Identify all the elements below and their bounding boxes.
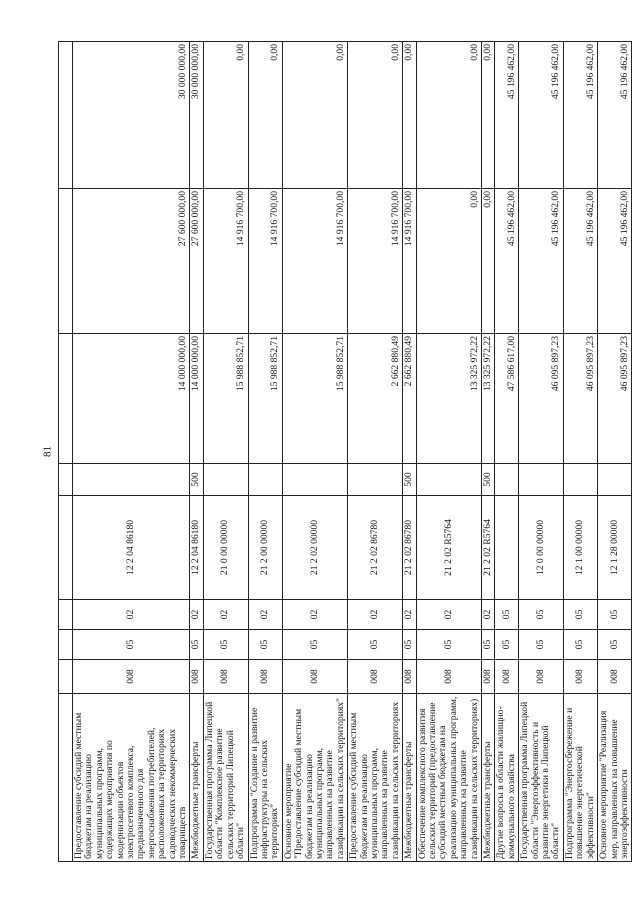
cell-rz: 05 <box>598 630 632 660</box>
cell-year1: 46 095 897,23 <box>563 334 597 464</box>
cell-year2: 27 600 000,00 <box>73 189 190 334</box>
cell-year2: 14 916 700,00 <box>203 189 248 334</box>
cell-pr: 02 <box>190 600 203 630</box>
cell-vr <box>495 464 519 496</box>
cell-year3: 0,00 <box>403 42 416 189</box>
cell-pr: 02 <box>73 600 190 630</box>
cell-year1: 2 662 880,49 <box>348 334 403 464</box>
cell-year2 <box>59 189 73 334</box>
cell-year1: 15 988 852,71 <box>282 334 347 464</box>
budget-table <box>58 41 632 862</box>
cell-year3 <box>59 42 73 189</box>
cell-year2: 14 916 700,00 <box>348 189 403 334</box>
table-row <box>519 42 564 862</box>
cell-year2: 45 196 462,00 <box>563 189 597 334</box>
table-row <box>348 42 403 862</box>
cell-vr <box>416 464 481 496</box>
cell-pr: 02 <box>248 600 282 630</box>
table-row <box>482 42 495 862</box>
cell-ved: 008 <box>403 660 416 694</box>
cell-pr: 02 <box>403 600 416 630</box>
cell-csr: 21 2 02 R5764 <box>416 496 481 600</box>
cell-year3: 45 196 462,00 <box>495 42 519 189</box>
cell-vr <box>282 464 347 496</box>
table-row <box>282 42 347 862</box>
cell-csr <box>495 496 519 600</box>
cell-name: Предоставление субсидий местным бюджетам на реализацию муниципальных программ, содержащих мероприятия по модернизации объектов электросетевого комплекса, предназначенного для энергоснабжения потребителей, расположенных на территориях садоводческих некоммерческих товариществ <box>73 694 190 862</box>
cell-ved: 008 <box>495 660 519 694</box>
cell-ved: 008 <box>598 660 632 694</box>
cell-rz: 05 <box>73 630 190 660</box>
cell-ved: 008 <box>563 660 597 694</box>
cell-rz: 05 <box>519 630 564 660</box>
cell-csr <box>59 496 73 600</box>
cell-csr: 21 2 02 R5764 <box>482 496 495 600</box>
table-row <box>563 42 597 862</box>
cell-year2: 0,00 <box>482 189 495 334</box>
cell-vr <box>73 464 190 496</box>
cell-year3: 0,00 <box>282 42 347 189</box>
budget-table-body <box>59 42 632 862</box>
cell-csr: 21 2 00 00000 <box>248 496 282 600</box>
cell-year2: 45 196 462,00 <box>598 189 632 334</box>
cell-csr: 12 2 04 86180 <box>190 496 203 600</box>
cell-rz: 05 <box>348 630 403 660</box>
cell-pr: 02 <box>482 600 495 630</box>
table-row <box>598 42 632 862</box>
cell-year3: 45 196 462,00 <box>563 42 597 189</box>
cell-year2: 14 916 700,00 <box>248 189 282 334</box>
cell-name: Основное мероприятие "Реализация мер, направленных на повышение энергоэффективности <box>598 694 632 862</box>
cell-csr: 12 0 00 00000 <box>519 496 564 600</box>
cell-pr: 02 <box>348 600 403 630</box>
cell-csr: 12 2 04 86180 <box>73 496 190 600</box>
cell-csr: 21 2 02 86780 <box>403 496 416 600</box>
cell-vr <box>248 464 282 496</box>
cell-ved: 008 <box>519 660 564 694</box>
cell-pr <box>59 600 73 630</box>
cell-csr: 12 1 00 00000 <box>563 496 597 600</box>
cell-year2: 14 916 700,00 <box>403 189 416 334</box>
cell-year2: 0,00 <box>416 189 481 334</box>
table-row <box>73 42 190 862</box>
cell-vr: 500 <box>190 464 203 496</box>
cell-name: Основное мероприятие "Предоставление субсидий местным бюджетам на реализацию муниципальных программ, направленных на развитие газификации на сельских территориях" <box>282 694 347 862</box>
cell-year1: 47 586 617,00 <box>495 334 519 464</box>
cell-rz: 05 <box>563 630 597 660</box>
cell-year1: 15 988 852,71 <box>203 334 248 464</box>
cell-year2: 14 916 700,00 <box>282 189 347 334</box>
cell-pr: 02 <box>416 600 481 630</box>
cell-pr: 05 <box>563 600 597 630</box>
table-row <box>59 42 73 862</box>
cell-rz: 05 <box>282 630 347 660</box>
cell-year3: 0,00 <box>482 42 495 189</box>
cell-year3: 0,00 <box>248 42 282 189</box>
cell-ved: 008 <box>190 660 203 694</box>
cell-name: Межбюджетные трансферты <box>190 694 203 862</box>
cell-pr: 02 <box>282 600 347 630</box>
cell-rz: 05 <box>495 630 519 660</box>
cell-csr: 21 2 02 00000 <box>282 496 347 600</box>
table-row <box>190 42 203 862</box>
cell-year1: 13 325 972,22 <box>416 334 481 464</box>
cell-year3: 30 000 000,00 <box>73 42 190 189</box>
cell-pr: 02 <box>203 600 248 630</box>
cell-ved: 008 <box>248 660 282 694</box>
cell-vr: 500 <box>482 464 495 496</box>
cell-vr <box>203 464 248 496</box>
table-row <box>416 42 481 862</box>
cell-year3: 0,00 <box>416 42 481 189</box>
cell-vr: 500 <box>403 464 416 496</box>
cell-vr <box>598 464 632 496</box>
cell-year1: 14 000 000,00 <box>190 334 203 464</box>
rotated-page-area <box>58 42 630 862</box>
cell-vr <box>563 464 597 496</box>
cell-rz <box>59 630 73 660</box>
table-row <box>403 42 416 862</box>
cell-name: Подпрограмма "Создание и развитие инфраструктуры на сельских территориях" <box>248 694 282 862</box>
cell-rz: 05 <box>190 630 203 660</box>
cell-vr <box>519 464 564 496</box>
cell-year3: 45 196 462,00 <box>598 42 632 189</box>
cell-year3: 0,00 <box>348 42 403 189</box>
cell-pr: 05 <box>598 600 632 630</box>
cell-rz: 05 <box>248 630 282 660</box>
cell-name: Подпрограмма "Энергосбережение и повышение энергетической эффективности" <box>563 694 597 862</box>
cell-ved: 008 <box>282 660 347 694</box>
cell-vr <box>348 464 403 496</box>
cell-csr: 12 1 28 00000 <box>598 496 632 600</box>
table-row <box>495 42 519 862</box>
cell-year1 <box>59 334 73 464</box>
cell-name <box>59 694 73 862</box>
table-row <box>203 42 248 862</box>
rotated-table-container <box>58 42 630 862</box>
cell-name: Другие вопросы в области жилищно-коммунального хозяйства <box>495 694 519 862</box>
cell-rz: 05 <box>203 630 248 660</box>
cell-rz: 05 <box>416 630 481 660</box>
cell-name: Обеспечение комплексного развития сельских территорий (предоставление субсидий местным бюджетам на реализацию муниципальных программ, направленных на развитие газификации на сельских территориях) <box>416 694 481 862</box>
cell-year2: 45 196 462,00 <box>495 189 519 334</box>
cell-ved: 008 <box>73 660 190 694</box>
cell-pr: 05 <box>495 600 519 630</box>
cell-year1: 14 000 000,00 <box>73 334 190 464</box>
cell-pr: 05 <box>519 600 564 630</box>
cell-year1: 46 095 897,23 <box>519 334 564 464</box>
cell-year1: 2 662 880,49 <box>403 334 416 464</box>
cell-vr <box>59 464 73 496</box>
cell-name: Межбюджетные трансферты <box>403 694 416 862</box>
cell-rz: 05 <box>482 630 495 660</box>
cell-ved: 008 <box>348 660 403 694</box>
cell-year3: 30 000 000,00 <box>190 42 203 189</box>
cell-year1: 15 988 852,71 <box>248 334 282 464</box>
cell-year3: 0,00 <box>203 42 248 189</box>
cell-ved: 008 <box>203 660 248 694</box>
cell-ved <box>59 660 73 694</box>
cell-name: Межбюджетные трансферты <box>482 694 495 862</box>
cell-year2: 45 196 462,00 <box>519 189 564 334</box>
cell-ved: 008 <box>416 660 481 694</box>
cell-rz: 05 <box>403 630 416 660</box>
cell-csr: 21 0 00 00000 <box>203 496 248 600</box>
cell-year1: 46 095 897,23 <box>598 334 632 464</box>
cell-year3: 45 196 462,00 <box>519 42 564 189</box>
cell-name: Предоставление субсидий местным бюджетам на реализацию муниципальных программ, направленных на развитие газификации на сельских территориях <box>348 694 403 862</box>
table-row <box>248 42 282 862</box>
cell-ved: 008 <box>482 660 495 694</box>
cell-name: Государственная программа Липецкой области "Комплексное развитие сельских территорий Липецкой области" <box>203 694 248 862</box>
cell-year1: 13 325 972,22 <box>482 334 495 464</box>
page-number: 81 <box>41 446 54 457</box>
cell-year2: 27 600 000,00 <box>190 189 203 334</box>
cell-csr: 21 2 02 86780 <box>348 496 403 600</box>
cell-name: Государственная программа Липецкой области "Энергоэффективность и развитие энергетики в Липецкой области" <box>519 694 564 862</box>
